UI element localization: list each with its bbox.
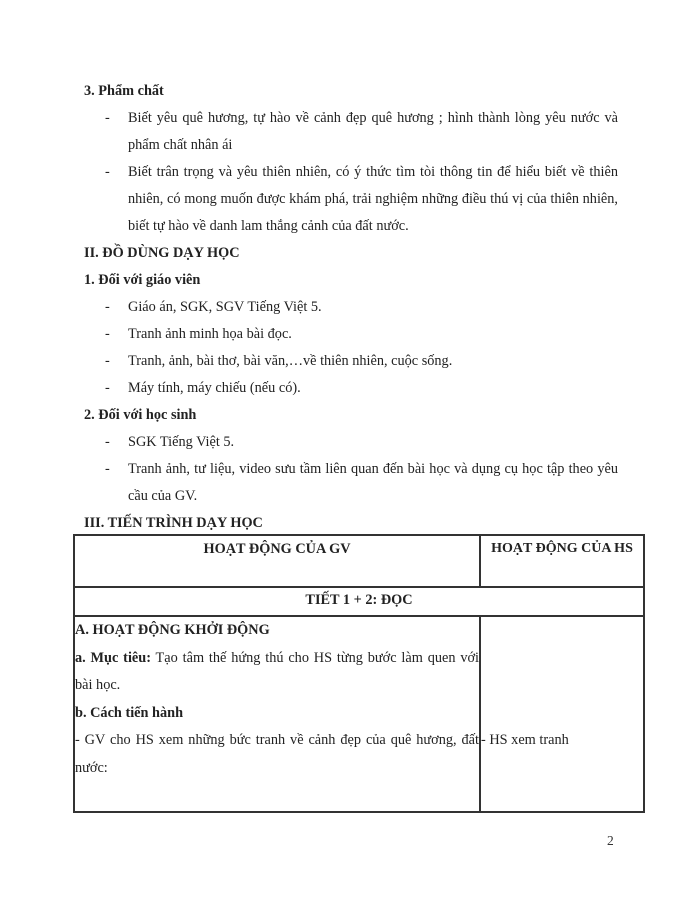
activity-method-label: b. Cách tiến hành [75,704,184,721]
list-item [84,105,618,159]
list-item [84,159,618,240]
bullet-dash: - [105,110,110,126]
objective-label: a. Mục tiêu: [75,649,151,666]
table-header-gv: HOẠT ĐỘNG CỦA GV [74,535,480,587]
list-item-text: Tranh, ảnh, bài thơ, bài văn,…về thiên nhiên, cuộc sống. [128,353,453,369]
activity-objective [75,645,479,700]
activity-title: A. HOẠT ĐỘNG KHỞI ĐỘNG [75,622,270,638]
list-item [84,348,618,375]
table-body-row [74,616,644,812]
objective-text: Tạo tâm thế hứng thú cho HS từng bước làm quen với bài học. [75,649,479,693]
list-item-text: Máy tính, máy chiếu (nếu có). [128,380,301,396]
section-heading-tien-trinh: III. TIẾN TRÌNH DẠY HỌC [84,515,263,531]
list-item [84,294,618,321]
subsection-heading-giao-vien: 1. Đối với giáo viên [84,272,201,288]
list-item-text: Biết trân trọng và yêu thiên nhiên, có ý thức tìm tòi thông tin để hiểu biết về thiên nhiên, có mong muốn được khám phá, trải nghiệm những điều thú vị của thiên nhiên, biết tự hào về danh lam thắng cảnh của đất nước. [128,164,618,234]
gv-activity-cell [74,616,480,812]
list-item [84,321,618,348]
list-item-text: Tranh ảnh, tư liệu, video sưu tầm liên quan đến bài học và dụng cụ học tập theo yêu cầu của GV. [128,461,618,504]
page-number: 2 [607,833,614,848]
section-heading-pham-chat: 3. Phẩm chất [84,83,164,99]
hs-activity-cell [480,616,644,812]
list-item [84,456,618,510]
bullet-dash: - [105,461,110,477]
lesson-activities-table [73,534,645,813]
bullet-dash: - [105,380,110,396]
table-header-row [74,535,644,587]
list-item [84,375,618,402]
subsection-heading-hoc-sinh: 2. Đối với học sinh [84,407,197,423]
list-item-text: Giáo án, SGK, SGV Tiếng Việt 5. [128,299,322,315]
section-heading-do-dung: II. ĐỒ DÙNG DẠY HỌC [84,245,240,261]
list-item [84,429,618,456]
document-body [84,78,618,537]
table-section-title: TIẾT 1 + 2: ĐỌC [74,587,644,616]
bullet-dash: - [105,299,110,315]
bullet-dash: - [105,164,110,180]
bullet-dash: - [105,434,110,450]
gv-action-text: - GV cho HS xem những bức tranh về cảnh đẹp của quê hương, đất nước: [75,732,479,776]
list-item-text: Tranh ảnh minh họa bài đọc. [128,326,292,342]
list-item-text: Biết yêu quê hương, tự hào về cảnh đẹp quê hương ; hình thành lòng yêu nước và phẩm chất nhân ái [128,110,618,153]
hs-action-text: - HS xem tranh [481,732,569,748]
table-section-row [74,587,644,616]
table-header-hs: HOẠT ĐỘNG CỦA HS [480,535,644,587]
bullet-dash: - [105,326,110,342]
bullet-dash: - [105,353,110,369]
list-item-text: SGK Tiếng Việt 5. [128,434,235,450]
